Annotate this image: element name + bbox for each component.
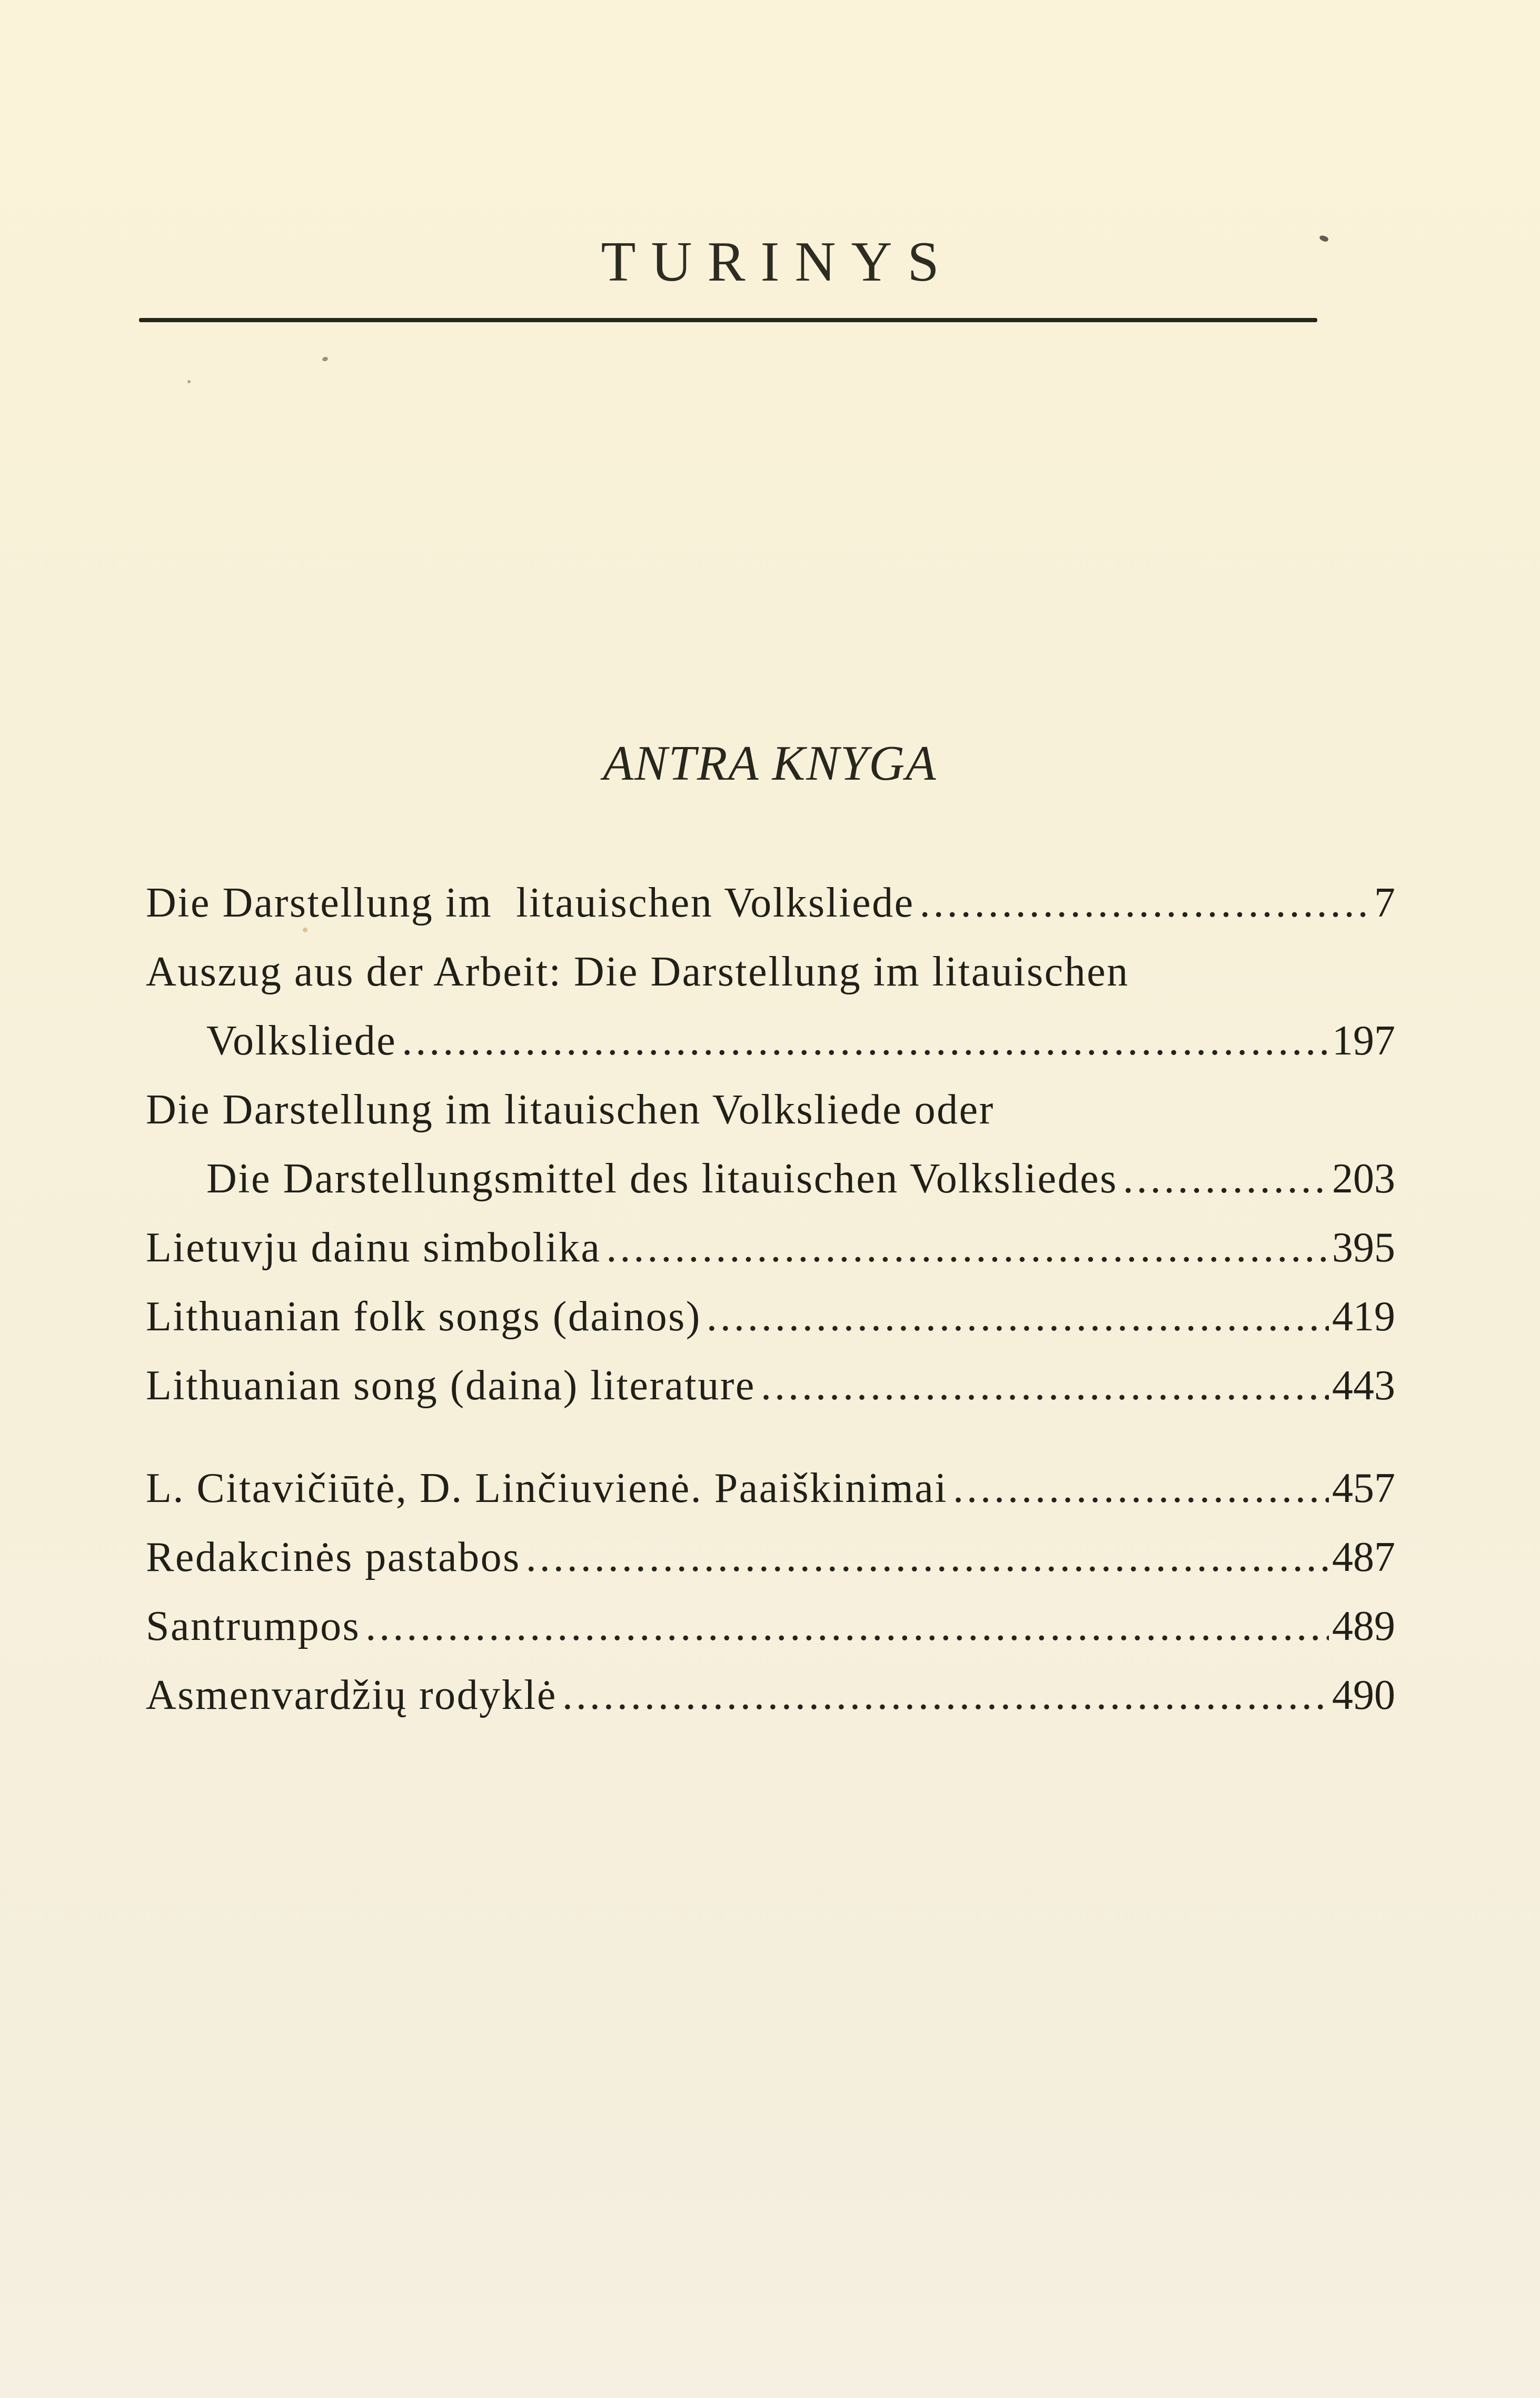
toc-leader — [1123, 1145, 1329, 1213]
toc-entry — [146, 1007, 1395, 1076]
toc-page-number: 419 — [1332, 1293, 1395, 1340]
toc-page-number: 457 — [1332, 1465, 1395, 1511]
toc-entry-text: Lithuanian song (daina) literature — [146, 1362, 756, 1409]
toc-entry — [146, 1454, 1395, 1523]
ink-speck — [187, 380, 191, 383]
toc-entry — [146, 1145, 1395, 1213]
toc-entry — [146, 1076, 1395, 1145]
toc-page-number: 7 — [1374, 880, 1395, 926]
toc-entry — [146, 938, 1395, 1007]
toc-entry-text: Redakcinės pastabos — [146, 1534, 521, 1580]
toc-leader — [402, 1007, 1329, 1076]
toc-entry-text: Lietuvju dainu simbolika — [146, 1225, 601, 1271]
toc-entry — [146, 1661, 1395, 1730]
toc-entry-text: Die Darstellungsmittel des litauischen Volksliedes — [206, 1156, 1118, 1202]
toc-page-number: 443 — [1332, 1362, 1395, 1409]
toc-leader — [562, 1661, 1329, 1730]
toc-entry — [146, 1523, 1395, 1592]
toc-leader — [953, 1454, 1329, 1523]
toc-page-number: 489 — [1332, 1603, 1395, 1649]
toc-entry-text: Asmenvardžių rodyklė — [146, 1672, 557, 1718]
toc-entry-text: L. Citavičiūtė, D. Linčiuvienė. Paaiškinimai — [146, 1465, 948, 1511]
toc-page-number: 395 — [1332, 1225, 1395, 1271]
toc-leader — [526, 1523, 1329, 1592]
title-rule — [139, 318, 1317, 322]
toc-leader — [761, 1351, 1329, 1420]
toc-page-number: 487 — [1332, 1534, 1395, 1580]
toc-entry — [146, 869, 1395, 938]
toc-entry — [146, 1213, 1395, 1282]
toc-list — [146, 869, 1395, 1730]
toc-leader — [365, 1592, 1329, 1661]
toc-entry — [146, 1282, 1395, 1351]
toc-page-number: 490 — [1332, 1672, 1395, 1718]
toc-page-number: 197 — [1332, 1018, 1395, 1064]
toc-page-number: 203 — [1332, 1156, 1395, 1202]
toc-entry-text: Santrumpos — [146, 1603, 361, 1649]
page-title: TURINYS — [601, 231, 955, 293]
toc-entry — [146, 1592, 1395, 1661]
toc-entry-text: Volksliede — [206, 1018, 397, 1064]
toc-entry-text: Auszug aus der Arbeit: Die Darstellung im litauischen — [146, 949, 1129, 995]
toc-entry-text: Lithuanian folk songs (dainos) — [146, 1293, 701, 1340]
toc-leader — [707, 1282, 1329, 1351]
toc-entry-text: Die Darstellung im litauischen Volksliede — [146, 880, 915, 926]
ink-speck — [303, 928, 307, 932]
toc-leader — [606, 1213, 1329, 1282]
toc-leader — [920, 869, 1371, 938]
section-heading: ANTRA KNYGA — [603, 736, 937, 791]
toc-entry — [146, 1351, 1395, 1420]
toc-entry-text: Die Darstellung im litauischen Volksliede oder — [146, 1087, 995, 1133]
ink-speck — [322, 356, 329, 362]
